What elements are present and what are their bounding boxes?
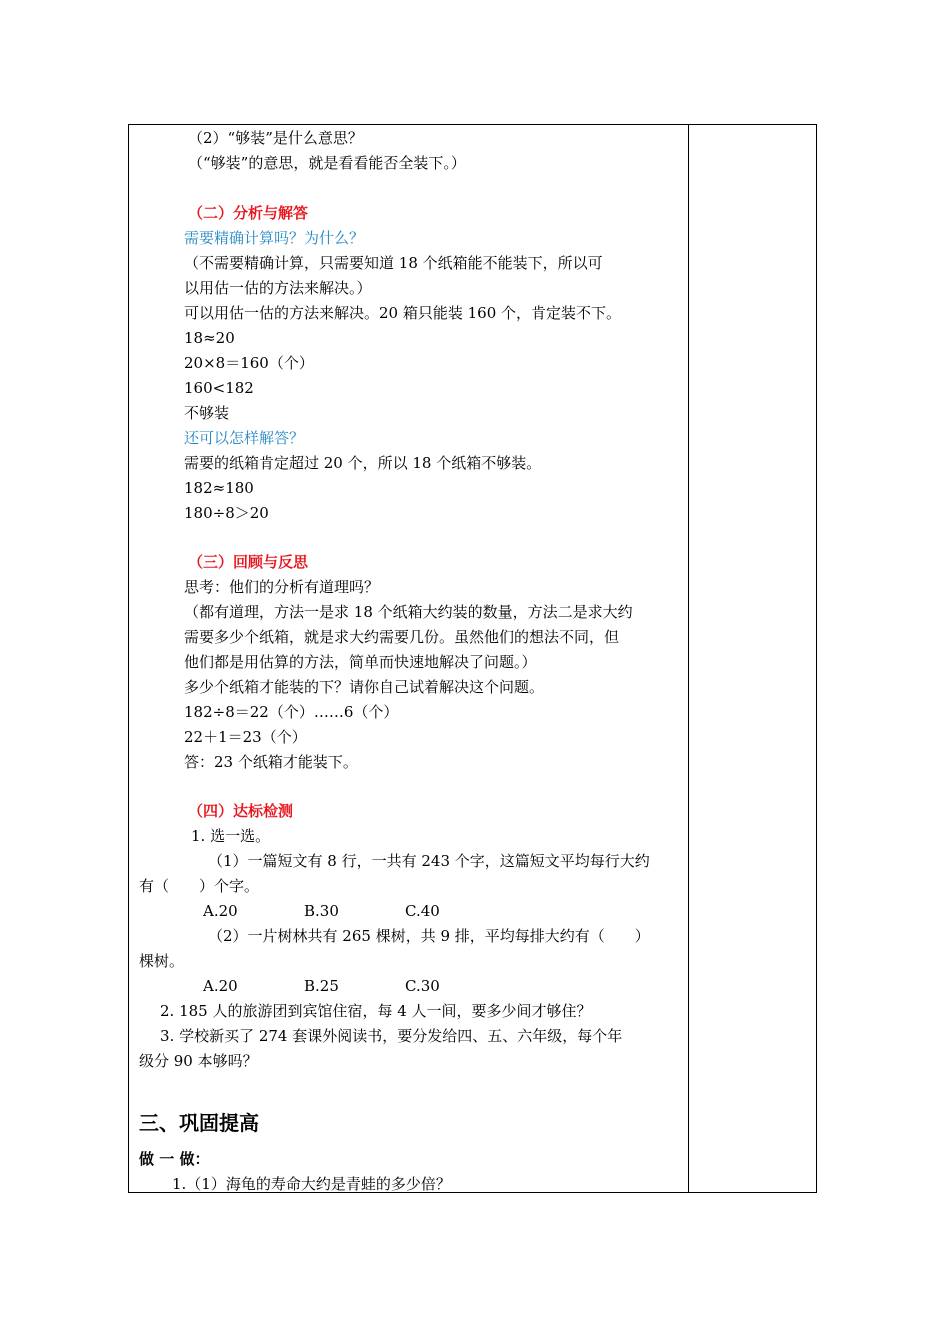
exercise-1: 1. 选一选。 (191, 827, 271, 845)
prompt-other: 还可以怎样解答？ (184, 429, 305, 447)
question-2: （2）“够装”是什么意思？ (188, 129, 363, 147)
text-line: 思考：他们的分析有道理吗？ (184, 578, 380, 596)
exercise-1-item-2-cont: 棵树。 (139, 952, 185, 970)
option-a: A.20 (203, 977, 238, 995)
exercise-3-cont: 级分 90 本够吗？ (139, 1052, 258, 1070)
section-heading-2: （二）分析与解答 (188, 204, 309, 222)
text-line: 多少个纸箱才能装的下？请你自己试着解决这个问题。 (184, 678, 545, 696)
option-c: C.40 (405, 902, 440, 920)
math-line: 18≈20 (184, 329, 235, 347)
text-line: （都有道理，方法一是求 18 个纸箱大约装的数量，方法二是求大约 (184, 603, 633, 621)
do-it-heading: 做 一 做： (139, 1150, 210, 1168)
option-c: C.30 (405, 977, 440, 995)
option-a: A.20 (203, 902, 238, 920)
exercise-2: 2. 185 人的旅游团到宾馆住宿，每 4 人一间，要多少间才够住？ (160, 1002, 592, 1020)
math-line: 180÷8＞20 (184, 504, 269, 522)
option-b: B.25 (304, 977, 339, 995)
answer-2: （“够装”的意思，就是看看能否全装下。） (188, 154, 466, 172)
section-heading-4: （四）达标检测 (188, 802, 294, 820)
exercise-1-item-2: （2）一片树林共有 265 棵树，共 9 排，平均每排大约有（ ） (208, 927, 650, 945)
prompt-precise: 需要精确计算吗？为什么？ (184, 229, 365, 247)
exercise-3: 3. 学校新买了 274 套课外阅读书，要分发给四、五、六年级，每个年 (160, 1027, 623, 1045)
text-line: 不够装 (184, 404, 230, 422)
math-line: 22＋1＝23（个） (184, 728, 307, 746)
text-line: 他们都是用估算的方法，简单而快速地解决了问题。） (184, 653, 537, 671)
section-heading-3: （三）回顾与反思 (188, 553, 309, 571)
exercise-1-item-1-cont: 有（ ）个字。 (139, 877, 260, 895)
math-line: 160<182 (184, 379, 254, 397)
math-line: 20×8＝160（个） (184, 354, 314, 372)
text-line: 答：23 个纸箱才能装下。 (184, 753, 358, 771)
text-line: 以用估一估的方法来解决。） (184, 279, 372, 297)
text-line: 需要多少个纸箱，就是求大约需要几份。虽然他们的想法不同，但 (184, 628, 620, 646)
text-line: 可以用估一估的方法来解决。20 箱只能装 160 个，肯定装不下。 (184, 304, 622, 322)
text-line: 需要的纸箱肯定超过 20 个，所以 18 个纸箱不够装。 (184, 454, 542, 472)
text-line: （不需要精确计算，只需要知道 18 个纸箱能不能装下，所以可 (184, 254, 603, 272)
column-divider (688, 124, 689, 1193)
math-line: 182≈180 (184, 479, 254, 497)
math-line: 182÷8＝22（个）……6（个） (184, 703, 399, 721)
section-heading-consolidate: 三、巩固提高 (139, 1111, 259, 1135)
consolidate-question-1: 1.（1）海龟的寿命大约是青蛙的多少倍？ (172, 1175, 451, 1193)
exercise-1-item-1: （1）一篇短文有 8 行，一共有 243 个字，这篇短文平均每行大约 (208, 852, 650, 870)
option-b: B.30 (304, 902, 339, 920)
